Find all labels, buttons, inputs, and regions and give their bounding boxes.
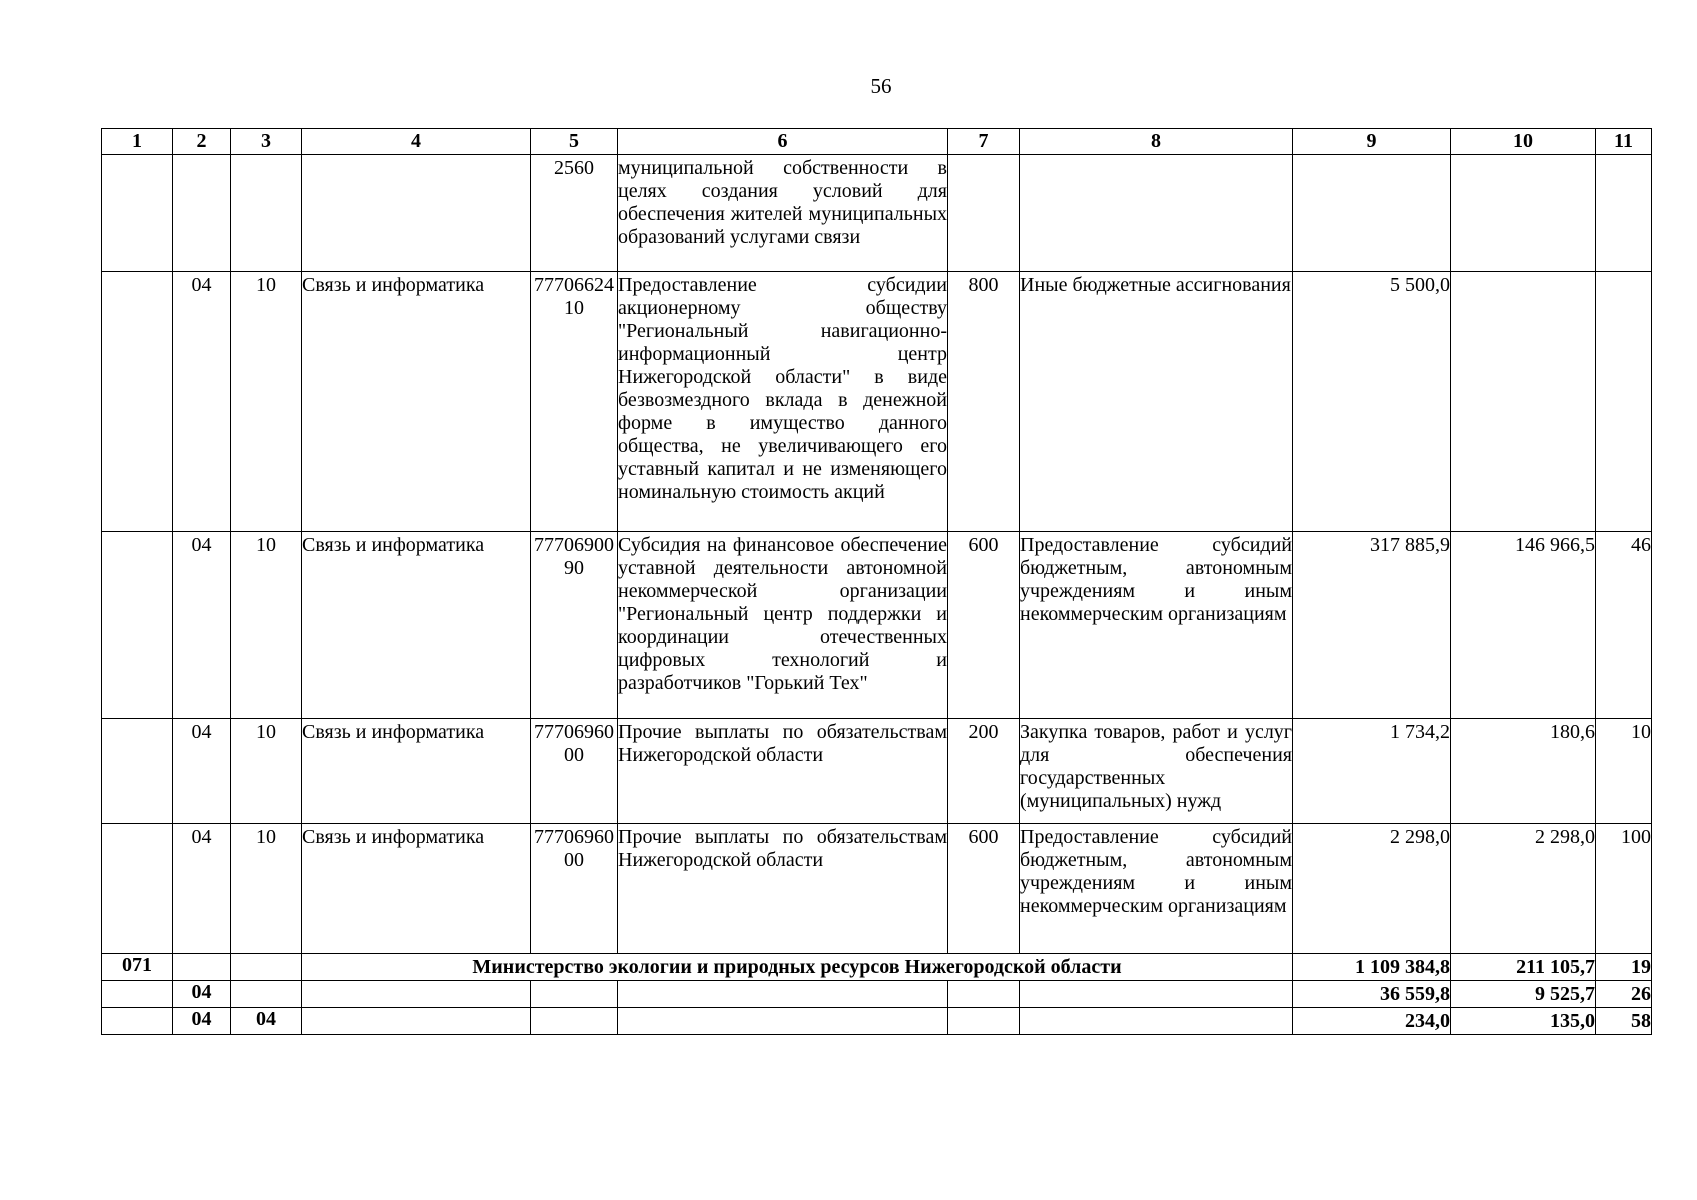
row-2-expense-type: 800 bbox=[948, 272, 1020, 532]
header-col-7: 7 bbox=[948, 129, 1020, 155]
total-2-col-4 bbox=[302, 981, 531, 1008]
header-col-3: 3 bbox=[231, 129, 302, 155]
row-1-col-9 bbox=[1293, 155, 1451, 272]
row-1-col-2 bbox=[173, 155, 231, 272]
total-2-col-5 bbox=[531, 981, 618, 1008]
total-2-amount: 36 559,8 bbox=[1293, 981, 1451, 1008]
total-1-executed: 211 105,7 bbox=[1451, 954, 1596, 981]
row-5-subsection: 10 bbox=[231, 824, 302, 954]
total-1-ministry-name: Министерство экологии и природных ресурсов Нижегородской области bbox=[302, 954, 1293, 981]
row-4-section-name: Связь и информатика bbox=[302, 719, 531, 824]
row-3-description: Субсидия на финансовое обеспечение уставной деятельности автономной некоммерческой организации "Региональный центр поддержки и координации отечественных цифровых технологий и разработчиков "Горький Тех" bbox=[618, 532, 948, 719]
row-1-col-4 bbox=[302, 155, 531, 272]
total-3-col-7 bbox=[948, 1008, 1020, 1035]
row-1-col-3 bbox=[231, 155, 302, 272]
row-5-description: Прочие выплаты по обязательствам Нижегородской области bbox=[618, 824, 948, 954]
row-2-section: 04 bbox=[173, 272, 231, 532]
header-col-10: 10 bbox=[1451, 129, 1596, 155]
total-3-col-6 bbox=[618, 1008, 948, 1035]
row-2-subsection: 10 bbox=[231, 272, 302, 532]
table-row bbox=[102, 532, 1652, 719]
row-2-description: Предоставление субсидии акционерному обществу "Региональный навигационно-информационный центр Нижегородской области" в виде безвозмездного вклада в денежной форме в имущество данного общества, не увеличивающего его уставный капитал и не изменяющего номинальную стоимость акций bbox=[618, 272, 948, 532]
total-3-col-5 bbox=[531, 1008, 618, 1035]
row-3-section: 04 bbox=[173, 532, 231, 719]
total-2-executed: 9 525,7 bbox=[1451, 981, 1596, 1008]
row-3-percent: 46 bbox=[1596, 532, 1652, 719]
total-1-amount: 1 109 384,8 bbox=[1293, 954, 1451, 981]
table-row bbox=[102, 824, 1652, 954]
row-4-executed: 180,6 bbox=[1451, 719, 1596, 824]
total-2-col-7 bbox=[948, 981, 1020, 1008]
row-5-col-1 bbox=[102, 824, 173, 954]
header-col-9: 9 bbox=[1293, 129, 1451, 155]
row-4-subsection: 10 bbox=[231, 719, 302, 824]
row-5-amount: 2 298,0 bbox=[1293, 824, 1451, 954]
row-3-col-1 bbox=[102, 532, 173, 719]
total-2-col-8 bbox=[1020, 981, 1293, 1008]
total-1-ministry-code: 071 bbox=[102, 954, 173, 981]
header-col-4: 4 bbox=[302, 129, 531, 155]
row-5-percent: 100 bbox=[1596, 824, 1652, 954]
table-row bbox=[102, 719, 1652, 824]
row-5-section: 04 bbox=[173, 824, 231, 954]
total-1-col-3 bbox=[231, 954, 302, 981]
row-2-section-name: Связь и информатика bbox=[302, 272, 531, 532]
row-3-amount: 317 885,9 bbox=[1293, 532, 1451, 719]
row-1-col-7 bbox=[948, 155, 1020, 272]
table-total-row bbox=[102, 1008, 1652, 1035]
row-3-target-code: 7770690090 bbox=[531, 532, 618, 719]
total-2-col-6 bbox=[618, 981, 948, 1008]
table-row bbox=[102, 272, 1652, 532]
row-1-col-1 bbox=[102, 155, 173, 272]
header-col-8: 8 bbox=[1020, 129, 1293, 155]
total-3-percent: 58 bbox=[1596, 1008, 1652, 1035]
row-2-target-code: 7770662410 bbox=[531, 272, 618, 532]
total-3-col-8 bbox=[1020, 1008, 1293, 1035]
total-3-executed: 135,0 bbox=[1451, 1008, 1596, 1035]
total-2-col-1 bbox=[102, 981, 173, 1008]
total-2-col-3 bbox=[231, 981, 302, 1008]
row-5-section-name: Связь и информатика bbox=[302, 824, 531, 954]
row-3-executed: 146 966,5 bbox=[1451, 532, 1596, 719]
row-4-amount: 1 734,2 bbox=[1293, 719, 1451, 824]
row-1-description: муниципальной собственности в целях создания условий для обеспечения жителей муниципальных образований услугами связи bbox=[618, 155, 948, 272]
header-col-1: 1 bbox=[102, 129, 173, 155]
total-3-subsection: 04 bbox=[231, 1008, 302, 1035]
row-1-col-11 bbox=[1596, 155, 1652, 272]
header-col-11: 11 bbox=[1596, 129, 1652, 155]
table-row bbox=[102, 155, 1652, 272]
row-4-description: Прочие выплаты по обязательствам Нижегородской области bbox=[618, 719, 948, 824]
row-4-target-code: 7770696000 bbox=[531, 719, 618, 824]
total-3-col-4 bbox=[302, 1008, 531, 1035]
row-2-col-1 bbox=[102, 272, 173, 532]
total-1-percent: 19 bbox=[1596, 954, 1652, 981]
row-2-expense-type-name: Иные бюджетные ассигнования bbox=[1020, 272, 1293, 532]
table-total-row bbox=[102, 954, 1652, 981]
row-3-expense-type-name: Предоставление субсидий бюджетным, автономным учреждениям и иным некоммерческим организациям bbox=[1020, 532, 1293, 719]
total-3-col-1 bbox=[102, 1008, 173, 1035]
total-2-section: 04 bbox=[173, 981, 231, 1008]
row-2-amount: 5 500,0 bbox=[1293, 272, 1451, 532]
row-5-expense-type: 600 bbox=[948, 824, 1020, 954]
total-3-section: 04 bbox=[173, 1008, 231, 1035]
total-3-amount: 234,0 bbox=[1293, 1008, 1451, 1035]
total-2-percent: 26 bbox=[1596, 981, 1652, 1008]
row-1-col-8 bbox=[1020, 155, 1293, 272]
row-2-executed bbox=[1451, 272, 1596, 532]
row-3-section-name: Связь и информатика bbox=[302, 532, 531, 719]
row-3-expense-type: 600 bbox=[948, 532, 1020, 719]
row-4-col-1 bbox=[102, 719, 173, 824]
header-col-5: 5 bbox=[531, 129, 618, 155]
row-3-subsection: 10 bbox=[231, 532, 302, 719]
row-4-percent: 10 bbox=[1596, 719, 1652, 824]
row-4-expense-type-name: Закупка товаров, работ и услуг для обеспечения государственных (муниципальных) нужд bbox=[1020, 719, 1293, 824]
row-1-col-10 bbox=[1451, 155, 1596, 272]
table-total-row bbox=[102, 981, 1652, 1008]
row-2-percent bbox=[1596, 272, 1652, 532]
page-number: 56 bbox=[870, 74, 892, 98]
total-1-col-2 bbox=[173, 954, 231, 981]
row-1-target-code: 2560 bbox=[531, 155, 618, 272]
table-header-row bbox=[102, 129, 1652, 155]
row-4-expense-type: 200 bbox=[948, 719, 1020, 824]
header-col-6: 6 bbox=[618, 129, 948, 155]
header-col-2: 2 bbox=[173, 129, 231, 155]
row-5-expense-type-name: Предоставление субсидий бюджетным, автономным учреждениям и иным некоммерческим организациям bbox=[1020, 824, 1293, 954]
row-5-executed: 2 298,0 bbox=[1451, 824, 1596, 954]
budget-table bbox=[101, 128, 1652, 1035]
row-4-section: 04 bbox=[173, 719, 231, 824]
row-5-target-code: 7770696000 bbox=[531, 824, 618, 954]
